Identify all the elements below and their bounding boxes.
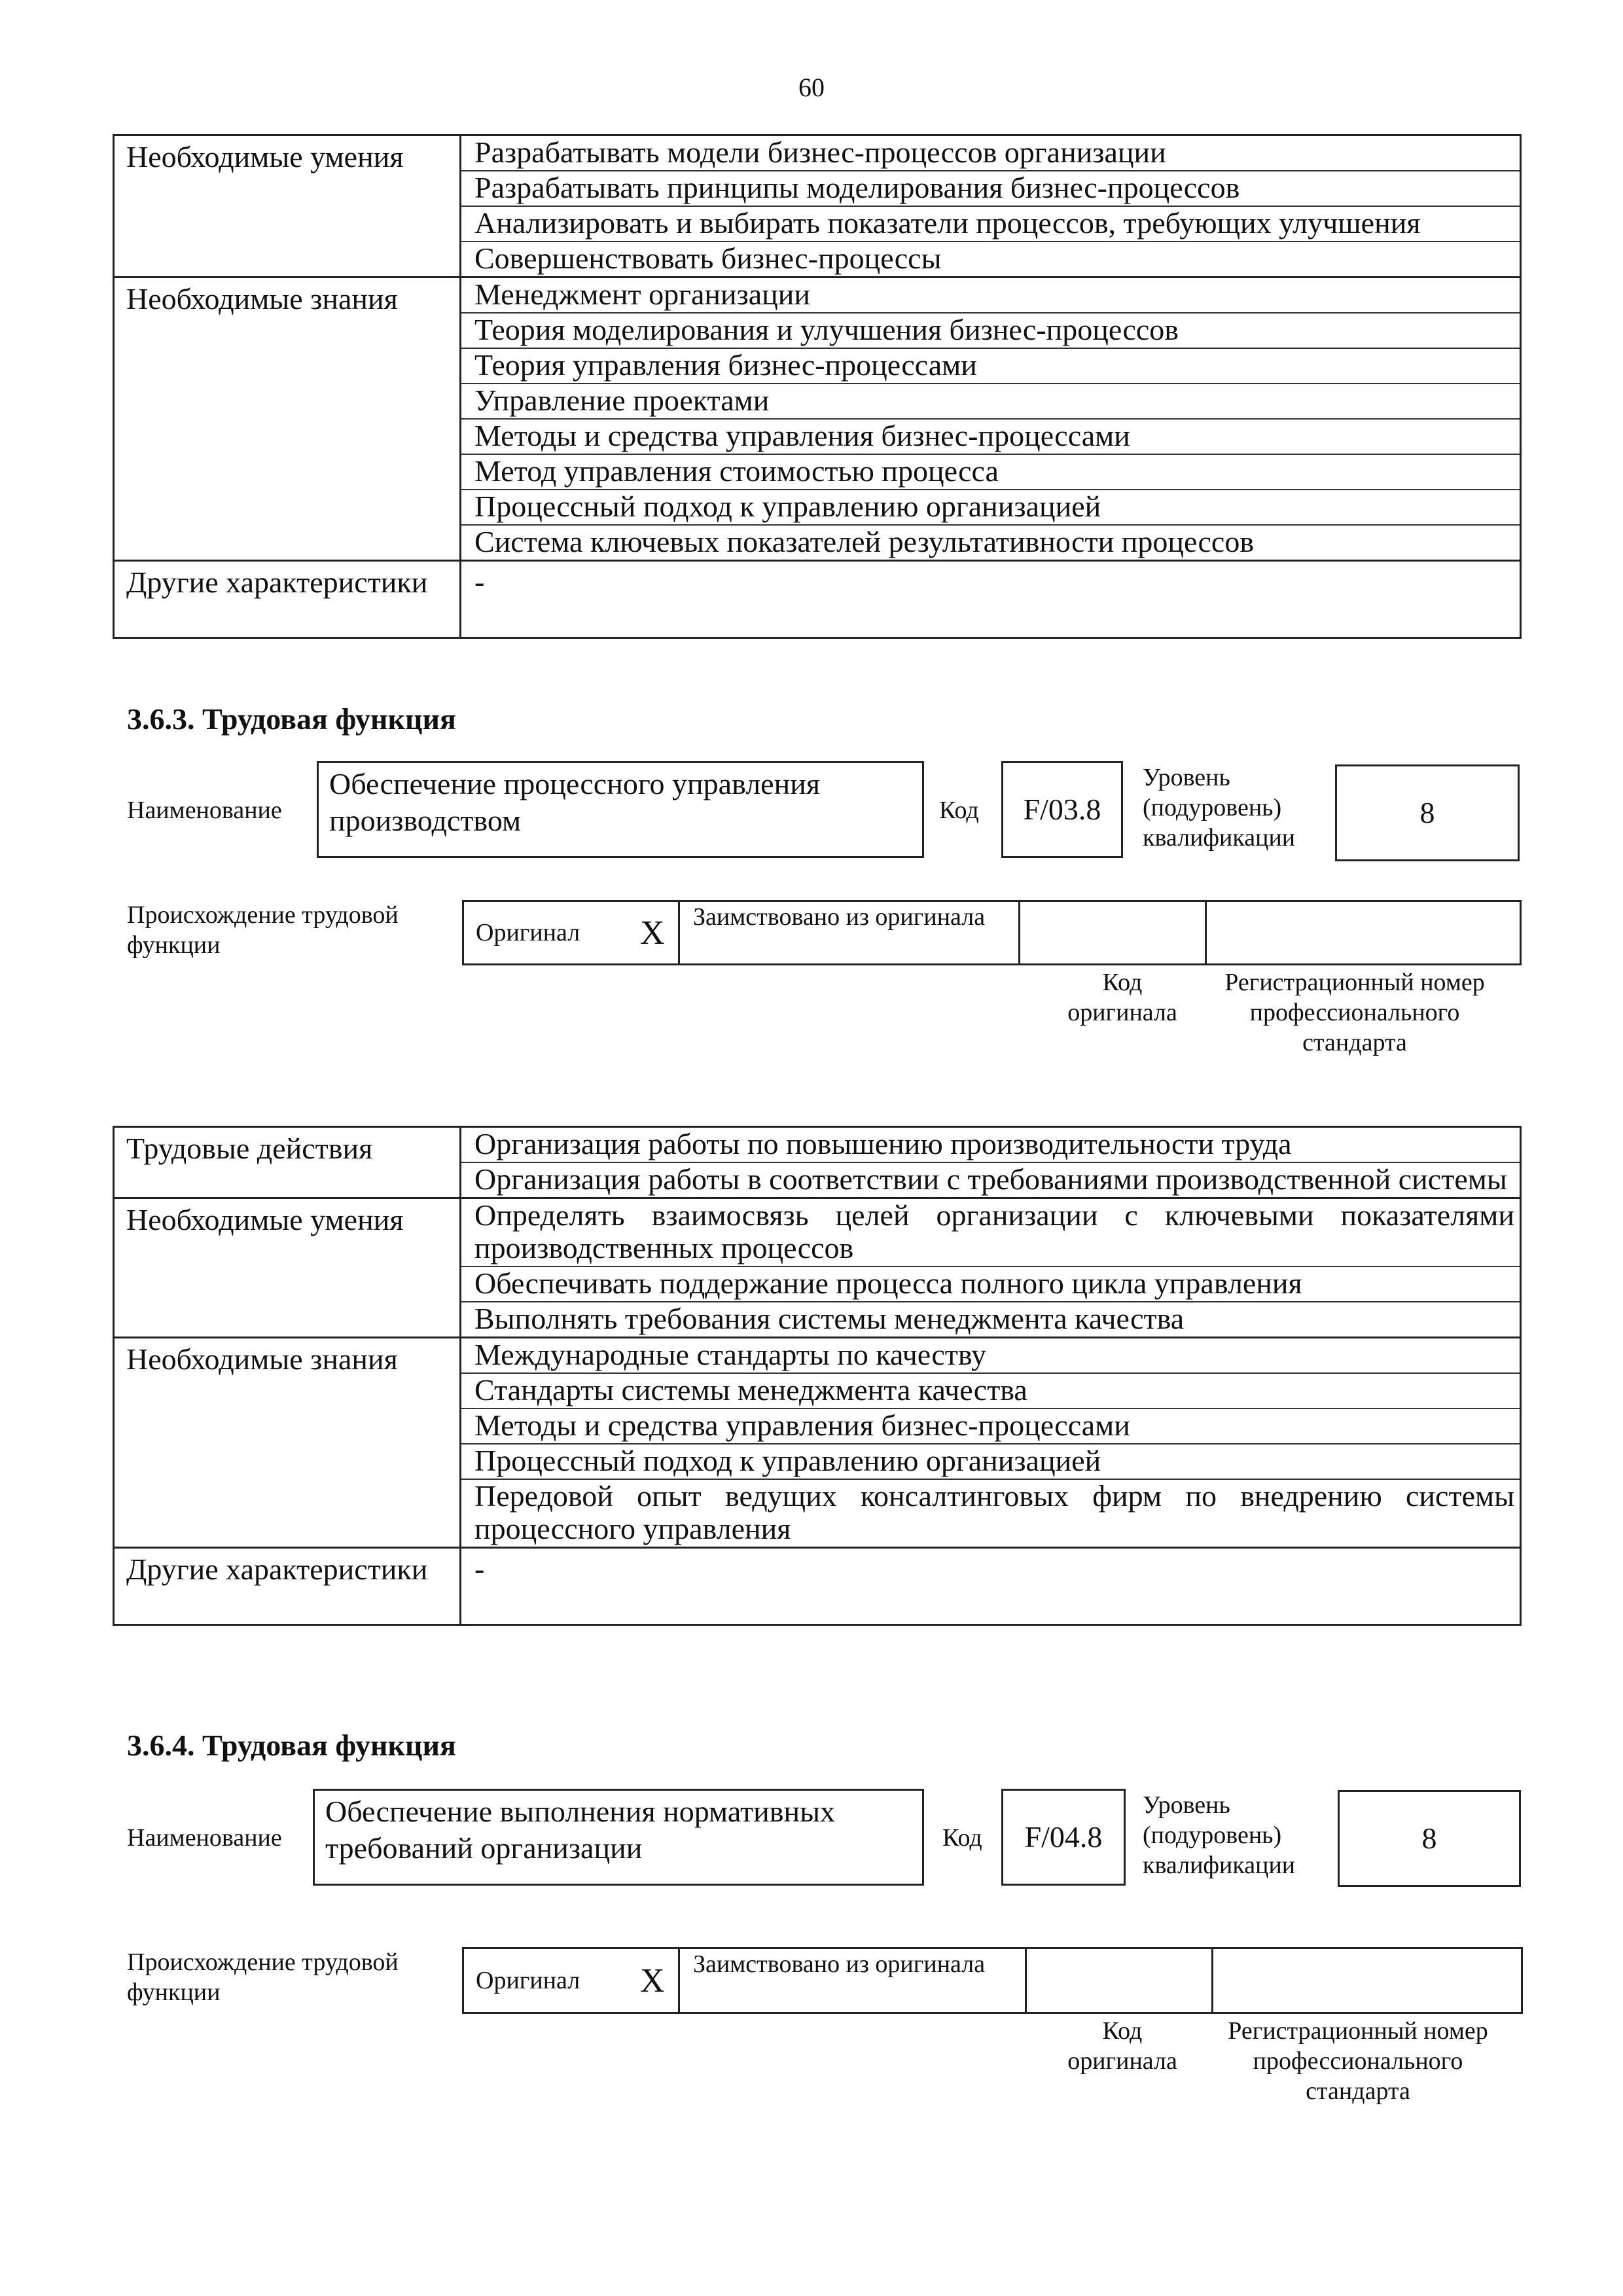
code-original-cell	[1020, 901, 1206, 965]
skills-knowledge-table-2	[113, 1126, 1522, 1626]
list-item: Организация работы по повышению производительности труда	[461, 1128, 1520, 1163]
row-label: Необходимые умения	[114, 135, 461, 278]
list-item: Теория управления бизнес-процессами	[461, 349, 1520, 384]
reg-number-caption: Регистрационный номер профессионального стандарта	[1228, 2017, 1488, 2105]
table-row	[114, 135, 1521, 278]
level-label: Уровень (подуровень) квалификации	[1143, 1791, 1296, 1879]
list-item: Анализировать и выбирать показатели процессов, требующих улучшения	[461, 207, 1520, 242]
list-item: Менеджмент организации	[461, 278, 1520, 314]
function-name-box	[313, 1789, 924, 1886]
list-item: Выполнять требования системы менеджмента качества	[474, 1302, 1185, 1335]
level-box	[1338, 1790, 1521, 1887]
list-item: Методы и средства управления бизнес-процессами	[461, 420, 1520, 455]
code-original-cell	[1026, 1948, 1213, 2013]
code-box	[1001, 1789, 1126, 1886]
table-row	[114, 1198, 1521, 1338]
table-row	[114, 1127, 1521, 1198]
list-item: Стандарты системы менеджмента качества	[461, 1374, 1520, 1409]
code-value: F/03.8	[1023, 793, 1101, 826]
borrowed-label: Заимствовано из оригинала	[679, 901, 1020, 965]
origin-label: Происхождение трудовой функции	[127, 1948, 399, 2006]
name-label: Наименование	[127, 797, 282, 824]
row-label: Другие характеристики	[114, 1548, 461, 1625]
list-item: Совершенствовать бизнес-процессы	[474, 242, 942, 275]
list-item: Международные стандарты по качеству	[461, 1338, 1520, 1374]
name-label: Наименование	[127, 1824, 282, 1852]
row-label: Необходимые умения	[114, 1198, 461, 1338]
list-item: Определять взаимосвязь целей организации с ключевыми показателями производственных процессов	[461, 1199, 1520, 1267]
section-heading: 3.6.3. Трудовая функция	[127, 702, 456, 736]
row-value: -	[474, 565, 485, 598]
function-name-box	[317, 761, 924, 858]
origin-table	[462, 1947, 1523, 2014]
level-value: 8	[1421, 1821, 1437, 1855]
list-item: Передовой опыт ведущих консалтинговых фирм по внедрению системы процессного управления	[474, 1479, 1514, 1545]
list-item: Управление проектами	[461, 384, 1520, 420]
table-row	[114, 1548, 1521, 1625]
list-item: Теория моделирования и улучшения бизнес-процессов	[461, 314, 1520, 349]
table-row	[114, 561, 1521, 638]
page-number: 60	[798, 73, 825, 102]
section-heading: 3.6.4. Трудовая функция	[127, 1729, 456, 1762]
table-row	[114, 1338, 1521, 1548]
row-label: Необходимые знания	[114, 1338, 461, 1548]
list-item: Организация работы в соответствии с требованиями производственной системы	[474, 1162, 1507, 1196]
row-label: Необходимые знания	[114, 278, 461, 561]
list-item: Процессный подход к управлению организацией	[461, 490, 1520, 526]
code-value: F/04.8	[1024, 1820, 1103, 1854]
list-item: Разрабатывать модели бизнес-процессов организации	[461, 136, 1520, 171]
origin-table	[462, 900, 1522, 965]
list-item: Метод управления стоимостью процесса	[461, 455, 1520, 490]
function-name: Обеспечение процессного управления производством	[329, 767, 820, 837]
original-mark: X	[627, 1948, 679, 2013]
original-label: Оригинал	[463, 901, 627, 965]
level-value: 8	[1419, 796, 1435, 829]
row-label: Другие характеристики	[114, 561, 461, 638]
borrowed-label: Заимствовано из оригинала	[679, 1948, 1026, 2013]
reg-number-cell	[1206, 901, 1521, 965]
origin-label: Происхождение трудовой функции	[127, 901, 399, 959]
code-original-caption: Код оригинала	[1067, 2017, 1177, 2075]
list-item: Процессный подход к управлению организацией	[461, 1444, 1520, 1480]
skills-knowledge-table-1	[113, 134, 1522, 639]
reg-number-caption: Регистрационный номер профессионального стандарта	[1224, 969, 1485, 1056]
original-mark: X	[627, 901, 679, 965]
list-item: Система ключевых показателей результативности процессов	[474, 525, 1255, 558]
code-box	[1001, 761, 1123, 858]
code-original-caption: Код оригинала	[1067, 969, 1177, 1026]
code-label: Код	[942, 1824, 982, 1852]
row-label: Трудовые действия	[114, 1127, 461, 1198]
reg-number-cell	[1213, 1948, 1522, 2013]
code-label: Код	[939, 797, 979, 824]
list-item: Разрабатывать принципы моделирования бизнес-процессов	[461, 171, 1520, 207]
level-label: Уровень (подуровень) квалификации	[1143, 764, 1296, 852]
list-item: Методы и средства управления бизнес-процессами	[461, 1409, 1520, 1444]
row-value: -	[474, 1552, 485, 1585]
level-box	[1335, 764, 1520, 861]
list-item: Обеспечивать поддержание процесса полного цикла управления	[461, 1267, 1520, 1302]
original-label: Оригинал	[463, 1948, 627, 2013]
table-row	[114, 278, 1521, 561]
function-name: Обеспечение выполнения нормативных требований организации	[325, 1795, 836, 1865]
